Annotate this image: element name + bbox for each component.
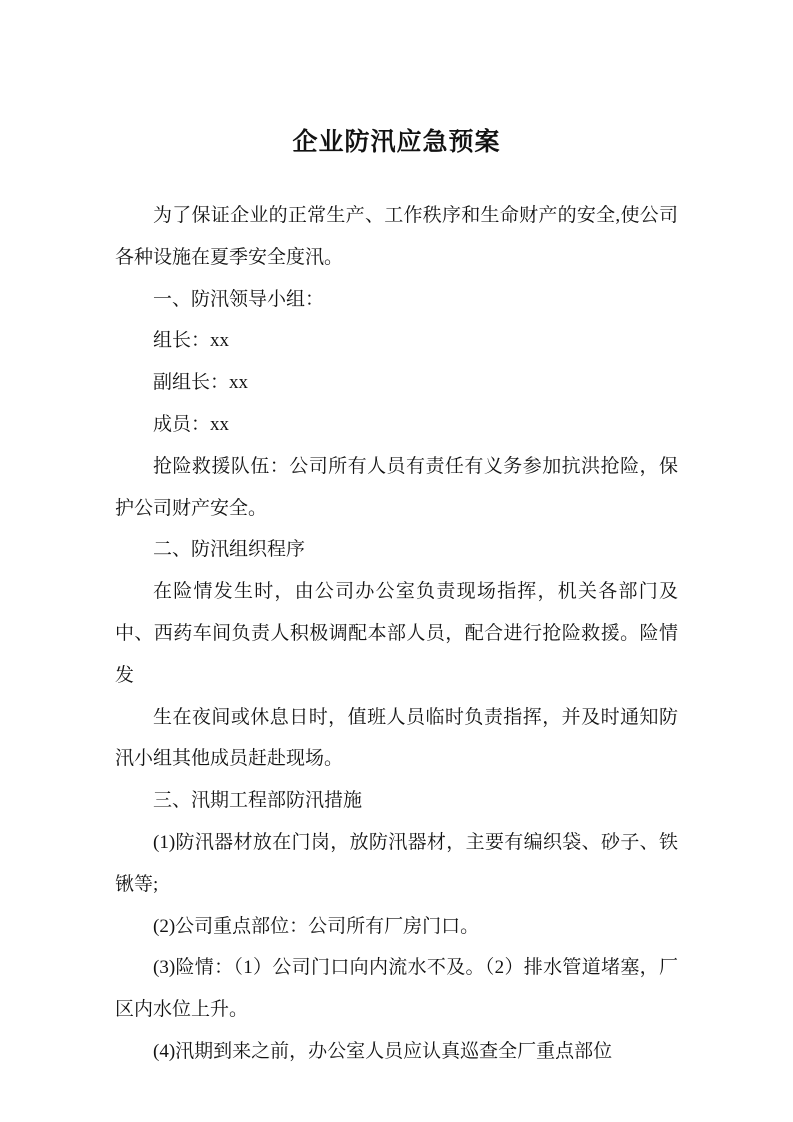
paragraph-procedure-1: 在险情发生时，由公司办公室负责现场指挥，机关各部门及中、西药车间负责人积极调配本部人员，配合进行抢险救援。险情发	[115, 581, 678, 686]
paragraph-measure-1: (1)防汛器材放在门岗，放防汛器材，主要有编织袋、砂子、铁锹等;	[115, 831, 678, 895]
paragraph-rescue-team: 抢险救援队伍：公司所有人员有责任有义务参加抗洪抢险，保护公司财产安全。	[115, 455, 678, 519]
paragraph-measure-3: (3)险情：（1）公司门口向内流水不及。（2）排水管道堵塞，厂区内水位上升。	[115, 957, 678, 1021]
paragraph-procedure-2: 生在夜间或休息日时，值班人员临时负责指挥，并及时通知防汛小组其他成员赶赴现场。	[115, 706, 678, 770]
paragraph-intro: 为了保证企业的正常生产、工作秩序和生命财产的安全,使公司各种设施在夏季安全度汛。	[115, 205, 678, 268]
paragraph-section-2-heading: 二、防汛组织程序	[153, 539, 306, 561]
paragraph-deputy-leader: 副组长：xx	[153, 372, 249, 394]
paragraph-measure-2: (2)公司重点部位：公司所有厂房门口。	[153, 915, 480, 937]
paragraph-members: 成员：xx	[153, 413, 230, 435]
paragraph-section-1-heading: 一、防汛领导小组：	[153, 288, 325, 310]
paragraph-leader: 组长：xx	[153, 330, 230, 352]
paragraph-measure-4: (4)汛期到来之前，办公室人员应认真巡查全厂重点部位	[153, 1040, 613, 1062]
paragraph-section-3-heading: 三、汛期工程部防汛措施	[153, 790, 363, 812]
document-title: 企业防汛应急预案	[292, 129, 501, 156]
